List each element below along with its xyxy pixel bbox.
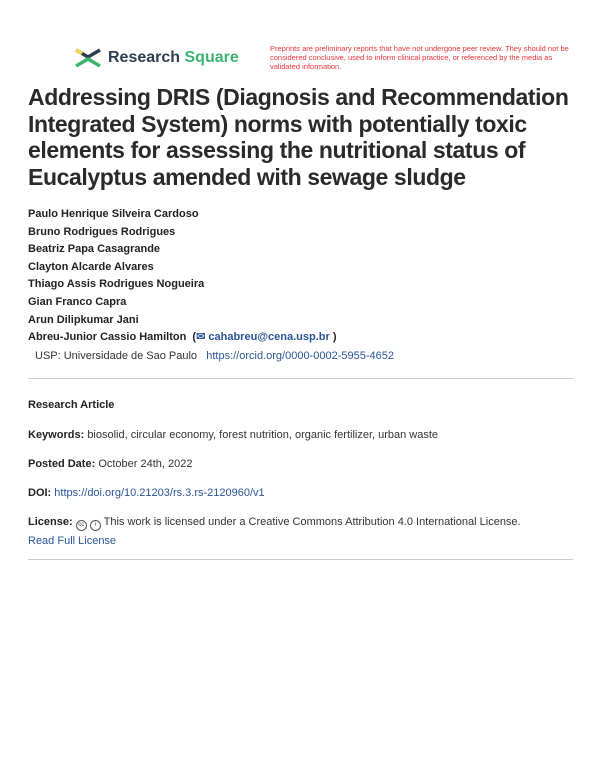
logo-word-square: Square xyxy=(184,49,239,66)
author: Arun Dilipkumar Jani xyxy=(28,313,139,326)
paren-open: ( xyxy=(192,331,197,344)
author: Clayton Alcarde Alvares xyxy=(28,260,154,273)
license-label: License: xyxy=(28,515,73,528)
corresponding-author xyxy=(28,329,576,347)
attribution-icon: i xyxy=(90,520,101,531)
divider xyxy=(28,378,573,379)
read-full-license-link[interactable]: Read Full License xyxy=(28,534,117,547)
article-title: Addressing DRIS (Diagnosis and Recommendation Integrated System) norms with potentially toxic elements for assessing the nutritional status of Eucalyptus amended with sewage sludge xyxy=(28,84,569,190)
author-list xyxy=(28,206,576,347)
author: Paulo Henrique Silveira Cardoso xyxy=(28,208,199,220)
affiliation: USP: Universidade de Sao Paulo xyxy=(35,349,198,362)
divider xyxy=(28,559,573,560)
logo-word-research: Research xyxy=(108,49,181,66)
orcid-link[interactable]: https://orcid.org/0000-0002-5955-4652 xyxy=(206,349,394,362)
author: Gian Franco Capra xyxy=(28,295,127,308)
posted-label: Posted Date: xyxy=(28,457,96,470)
keywords xyxy=(28,427,576,443)
author: Beatriz Papa Casagrande xyxy=(28,243,161,256)
license-text: This work is licensed under a Creative Commons Attribution 4.0 International License. xyxy=(103,515,521,528)
keywords-value: biosolid, circular economy, forest nutrition, organic fertilizer, urban waste xyxy=(87,428,439,441)
corresponding-author-name: Abreu-Junior Cassio Hamilton xyxy=(28,331,187,344)
doi xyxy=(28,485,576,501)
research-square-logo[interactable] xyxy=(74,48,239,68)
creative-commons-icon: cc xyxy=(76,520,87,531)
paren-close: ) xyxy=(332,331,337,344)
keywords-label: Keywords: xyxy=(28,428,85,441)
cover-content xyxy=(28,84,576,560)
posted-date xyxy=(28,456,576,472)
author: Thiago Assis Rodrigues Nogueira xyxy=(28,278,205,291)
logo-text xyxy=(108,49,239,67)
posted-value: October 24th, 2022 xyxy=(98,457,193,470)
research-square-logo-icon xyxy=(74,48,102,68)
doi-label: DOI: xyxy=(28,486,52,499)
article-type: Research Article xyxy=(28,398,115,411)
read-license-row xyxy=(28,533,576,549)
email-link[interactable]: cahabreu@cena.usp.br xyxy=(208,331,330,344)
author: Bruno Rodrigues Rodrigues xyxy=(28,225,176,238)
preprint-notice: Preprints are preliminary reports that have not undergone peer review. They should not be considered conclusive, used to inform clinical practice, or referenced by the media as validated information. xyxy=(270,44,569,71)
doi-link[interactable]: https://doi.org/10.21203/rs.3.rs-2120960/v1 xyxy=(54,486,265,499)
license xyxy=(28,514,576,531)
email-icon: ✉ xyxy=(196,331,206,344)
affiliation-line xyxy=(28,349,576,364)
